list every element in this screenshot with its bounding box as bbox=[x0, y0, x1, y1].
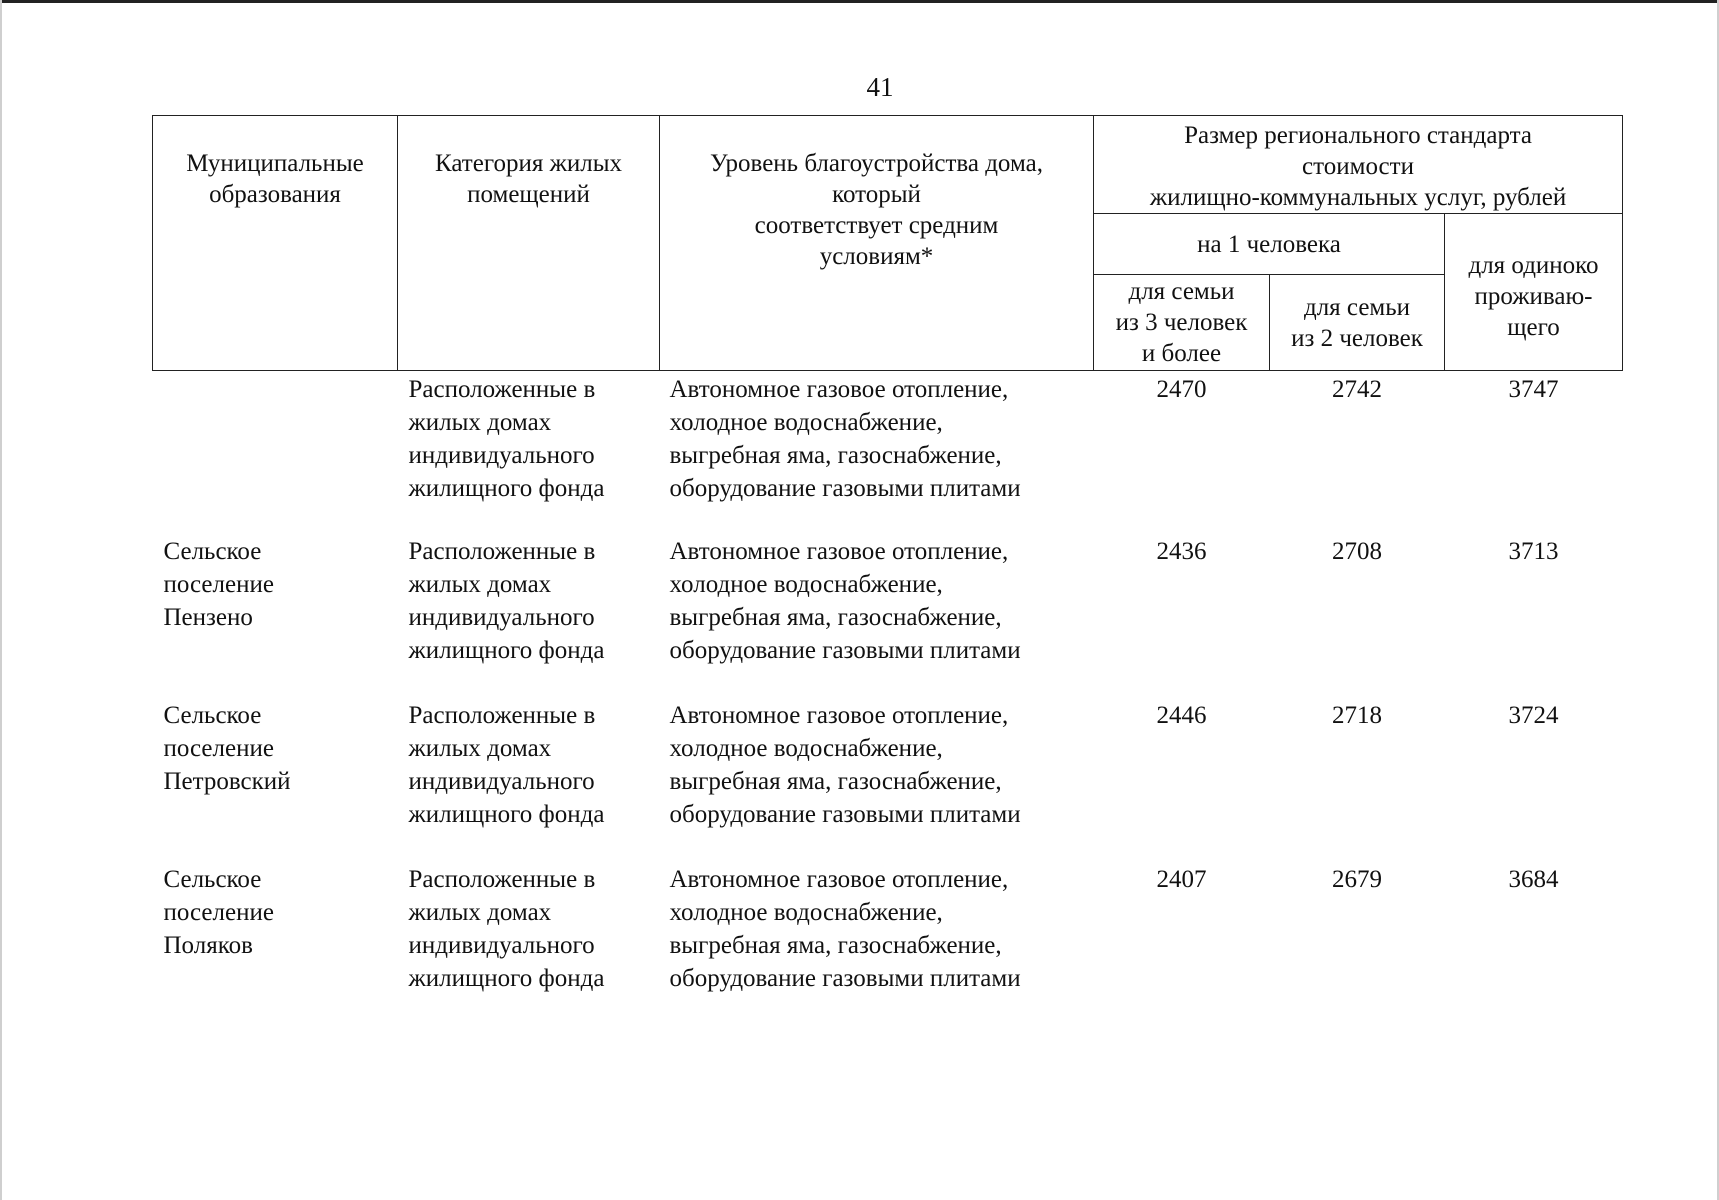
cell-family-3: 2407 bbox=[1156, 866, 1207, 893]
header-family-2: для семьи из 2 человек bbox=[1270, 275, 1445, 371]
table-header bbox=[153, 116, 1623, 371]
cell-municipality: Сельское поселение Петровский bbox=[163, 702, 291, 795]
cell-family-3: 2436 bbox=[1156, 538, 1207, 565]
header-family-3: для семьи из 3 человек и более bbox=[1094, 275, 1270, 371]
housing-cost-standard-table bbox=[152, 115, 1623, 1003]
header-municipality: Муниципальные образования bbox=[153, 116, 398, 371]
header-single: для одиноко проживаю- щего bbox=[1445, 214, 1623, 371]
table-row bbox=[153, 535, 1623, 699]
cell-family-2: 2718 bbox=[1332, 702, 1382, 729]
cell-family-2: 2708 bbox=[1332, 538, 1382, 565]
cell-municipality: Сельское поселение Поляков bbox=[163, 866, 274, 959]
cell-single: 3684 bbox=[1508, 866, 1559, 893]
table-row bbox=[153, 699, 1623, 863]
table-body bbox=[153, 371, 1623, 1004]
cell-category: Расположенные в жилых домах индивидуального жилищного фонда bbox=[408, 866, 605, 992]
cell-municipality: Сельское поселение Пензено bbox=[163, 538, 274, 631]
cell-level: Автономное газовое отопление, холодное водоснабжение, выгребная яма, газоснабжение, оборудование газовыми плитами bbox=[669, 702, 1021, 828]
header-category: Категория жилых помещений bbox=[398, 116, 660, 371]
header-per-person: на 1 человека bbox=[1094, 214, 1445, 275]
cell-level: Автономное газовое отопление, холодное водоснабжение, выгребная яма, газоснабжение, оборудование газовыми плитами bbox=[669, 376, 1021, 502]
cell-single: 3724 bbox=[1508, 702, 1559, 729]
header-standard-size: Размер регионального стандарта стоимости жилищно-коммунальных услуг, рублей bbox=[1094, 116, 1623, 214]
cell-family-2: 2679 bbox=[1332, 866, 1382, 893]
cell-category: Расположенные в жилых домах индивидуального жилищного фонда bbox=[408, 376, 605, 502]
cell-category: Расположенные в жилых домах индивидуального жилищного фонда bbox=[408, 538, 605, 664]
table-row bbox=[153, 863, 1623, 1003]
cell-municipality bbox=[153, 371, 398, 536]
cell-category: Расположенные в жилых домах индивидуального жилищного фонда bbox=[408, 702, 605, 828]
cell-single: 3713 bbox=[1508, 538, 1559, 565]
left-scan-edge bbox=[0, 0, 2, 1200]
cell-family-2: 2742 bbox=[1332, 376, 1382, 403]
header-level: Уровень благоустройства дома, который соответствует средним условиям* bbox=[660, 116, 1094, 371]
cell-family-3: 2470 bbox=[1156, 376, 1207, 403]
cell-single: 3747 bbox=[1508, 376, 1559, 403]
table-row bbox=[153, 371, 1623, 536]
page-number: 41 bbox=[866, 72, 894, 102]
cell-family-3: 2446 bbox=[1156, 702, 1207, 729]
top-border-line bbox=[0, 0, 1719, 3]
cell-level: Автономное газовое отопление, холодное водоснабжение, выгребная яма, газоснабжение, оборудование газовыми плитами bbox=[669, 538, 1021, 664]
cell-level: Автономное газовое отопление, холодное водоснабжение, выгребная яма, газоснабжение, оборудование газовыми плитами bbox=[669, 866, 1021, 992]
